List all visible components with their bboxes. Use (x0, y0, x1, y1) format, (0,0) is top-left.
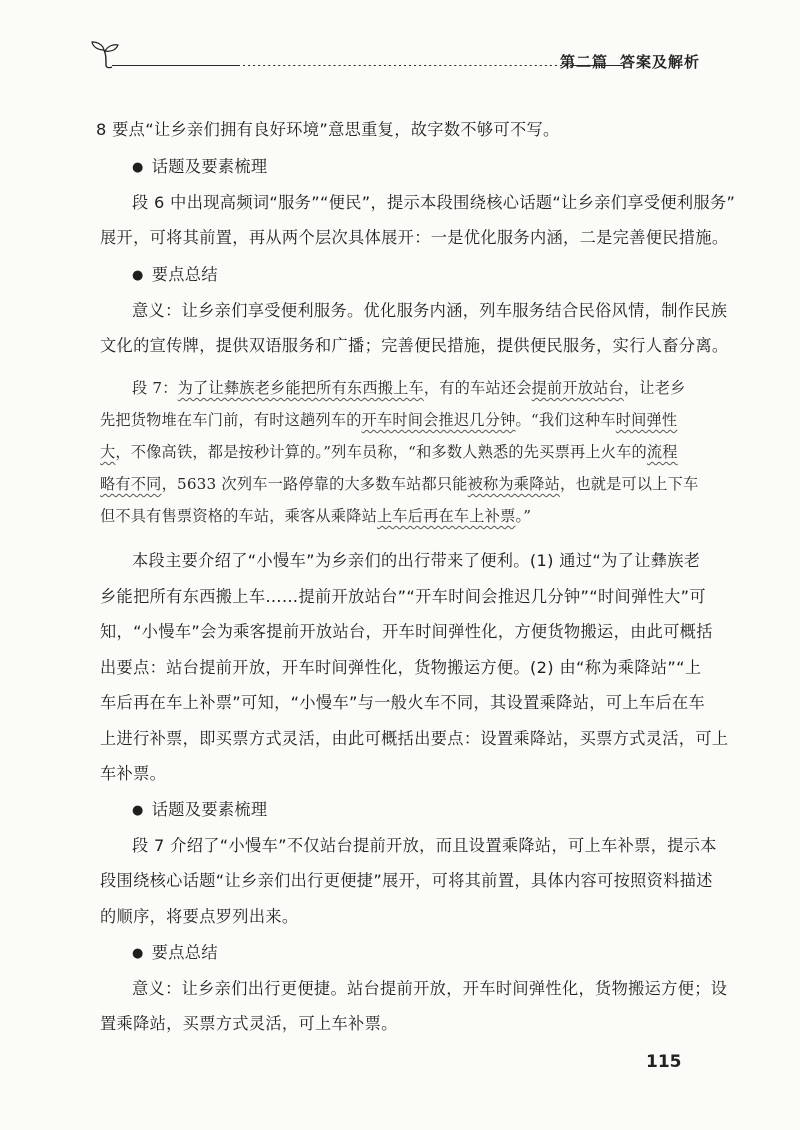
section-heading: ● 要点总结 (132, 939, 218, 963)
excerpt-text: ，不像高铁，都是按秒计算的。”列车员称，“和多数人熟悉的先买票再上火车的 (115, 443, 647, 461)
paragraph-line: 乡能把所有东西搬上车……提前开放站台”“开车时间会推迟几分钟”“时间弹性大”可 (100, 587, 706, 606)
excerpt-underline: 时间弹性 (615, 411, 678, 429)
paragraph-line: 的顺序，将要点罗列出来。 (100, 907, 299, 926)
paragraph-line: 上进行补票，即买票方式灵活，由此可概括出要点：设置乘降站，买票方式灵活，可上 (100, 729, 729, 748)
header-title (560, 51, 700, 72)
excerpt-text: ，让老乡 (623, 379, 686, 397)
section-heading: ● 话题及要素梳理 (132, 796, 267, 820)
paragraph-line: 文化的宣传牌，提供双语服务和广播；完善便民措施，提供便民服务，实行人畜分离。 (100, 336, 729, 355)
excerpt-underline: 流程 (646, 443, 678, 461)
sprout-icon (90, 38, 126, 74)
paragraph-line: 意义：让乡亲们出行更便捷。站台提前开放，开车时间弹性化，货物搬运方便；设 (132, 979, 728, 998)
excerpt-line (132, 377, 685, 398)
excerpt-text: ，有的车站还会 (423, 379, 532, 397)
excerpt-underline: 上车后再在车上补票 (376, 507, 516, 525)
header-rule-gap (240, 65, 570, 66)
excerpt-underline: 略有不同 (100, 475, 162, 493)
paragraph-line: 段 6 中出现高频词“服务”“便民”，提示本段围绕核心话题“让乡亲们享受便利服务” (132, 193, 736, 212)
excerpt-line (100, 409, 677, 430)
paragraph-line: 本段主要介绍了“小慢车”为乡亲们的出行带来了便利。(1) 通过“为了让彝族老 (132, 551, 701, 570)
excerpt-line (100, 505, 531, 526)
section-heading: ● 要点总结 (132, 261, 218, 285)
paragraph-line: 车补票。 (100, 764, 167, 783)
paragraph-line: 段围绕核心话题“让乡亲们出行更便捷”展开，可将其前置，具体内容可按照资料描述 (100, 871, 713, 890)
paragraph-line: 置乘降站，买票方式灵活，可上车补票。 (100, 1014, 398, 1033)
paragraph-line: 出要点：站台提前开放，开车时间弹性化，货物搬运方便。(2) 由“称为乘降站”“上 (100, 658, 702, 677)
paragraph-line: 车后再在车上补票”可知，“小慢车”与一般火车不同，其设置乘降站，可上车后在车 (100, 693, 706, 712)
paragraph-line: 意义：让乡亲们享受便利服务。优化服务内涵，列车服务结合民俗风情，制作民族 (132, 301, 728, 320)
excerpt-underline: 提前开放站台 (531, 379, 624, 397)
header-chapter: 答案及解析 (619, 53, 700, 71)
paragraph-line: 展开，可将其前置，再从两个层次具体展开：一是优化服务内涵，二是完善便民措施。 (100, 228, 729, 247)
paragraph-line: 段 7 介绍了“小慢车”不仅站台提前开放，而且设置乘降站，可上车补票，提示本 (132, 836, 717, 855)
excerpt-line (100, 473, 698, 494)
excerpt-text: 但不具有售票资格的车站，乘客从乘降站 (100, 507, 377, 525)
paragraph-line: 知，“小慢车”会为乘客提前开放站台，开车时间弹性化，方便货物搬运，由此可概括 (100, 622, 713, 641)
excerpt-text: 段 7： (132, 379, 178, 397)
header-section: 第二篇 (559, 53, 608, 71)
paragraph-line: 8 要点“让乡亲们拥有良好环境”意思重复，故字数不够可不写。 (96, 120, 560, 139)
excerpt-underline: 被称为乘降站 (467, 475, 560, 493)
excerpt-text: 先把货物堆在车门前，有时这趟列车的 (100, 411, 362, 429)
excerpt-text: 。“我们这种车 (515, 411, 616, 429)
excerpt-text: ，也就是可以上下车 (559, 475, 699, 493)
running-header (90, 38, 700, 78)
section-heading: ● 话题及要素梳理 (132, 153, 267, 177)
excerpt-text: ，5633 次列车一路停靠的大多数车站都只能 (161, 475, 468, 493)
excerpt-underline: 为了让彝族老乡能把所有东西搬上车 (177, 379, 424, 397)
excerpt-line (100, 441, 678, 462)
excerpt-underline: 开车时间会推迟几分钟 (361, 411, 516, 429)
page-number: 115 (646, 1052, 682, 1072)
excerpt-text: 。” (515, 507, 532, 525)
excerpt-underline: 大 (100, 443, 116, 461)
